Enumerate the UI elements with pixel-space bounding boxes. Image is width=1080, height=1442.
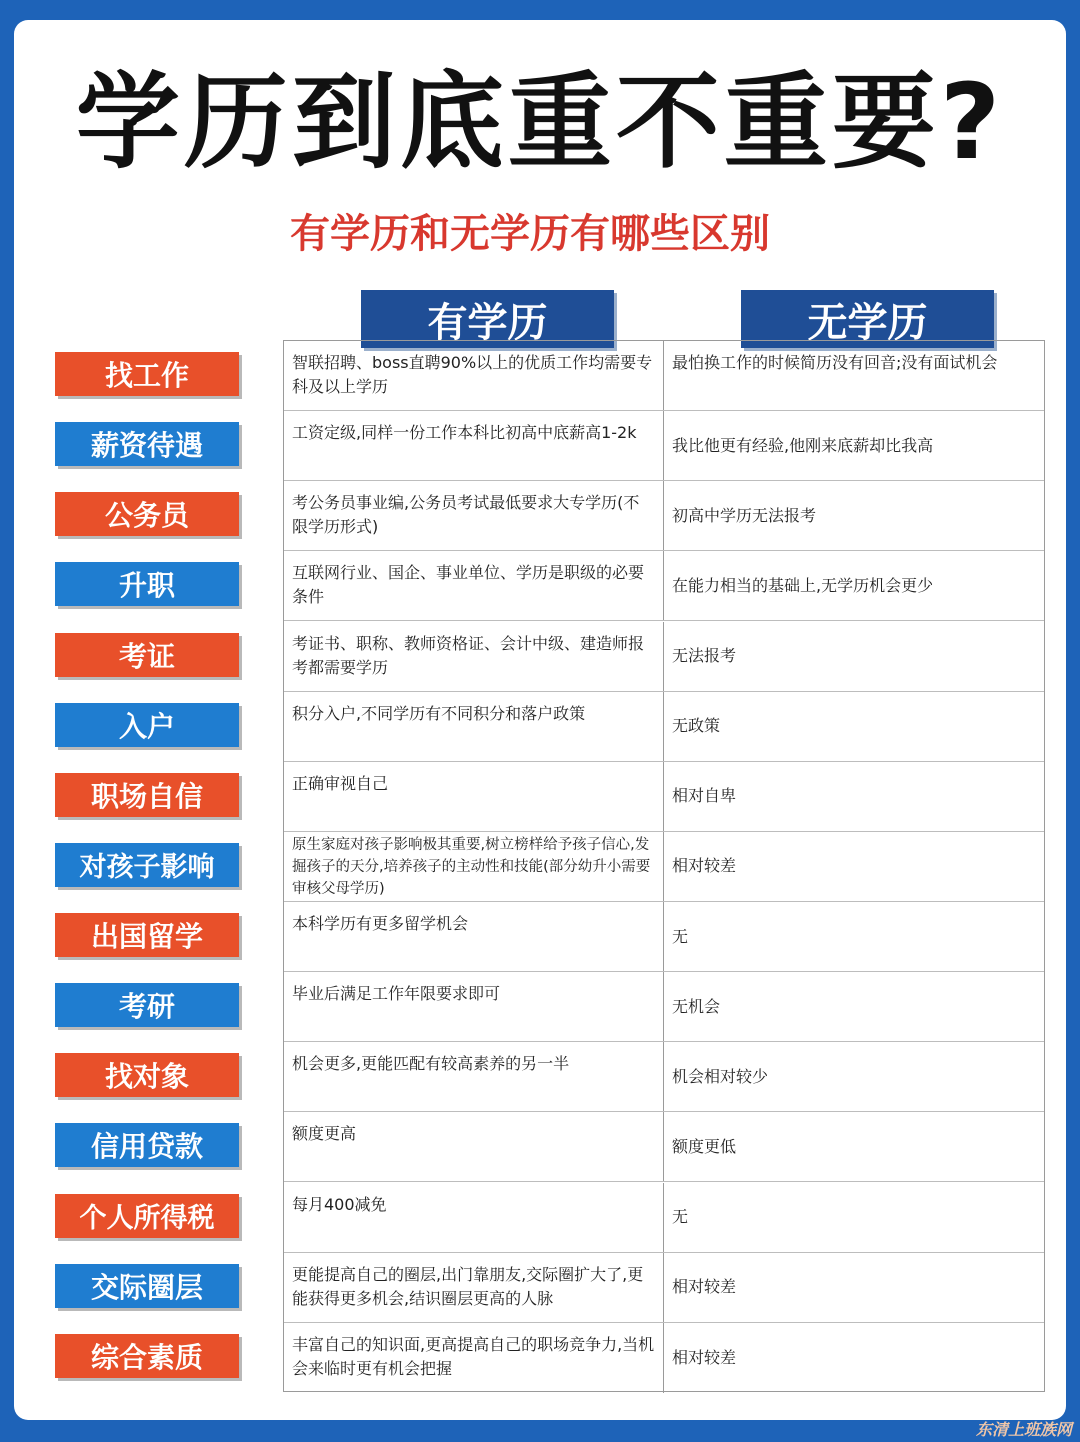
table-row — [284, 902, 1044, 972]
cell-without-degree: 额度更低 — [672, 1136, 737, 1156]
cell-with-degree: 考公务员事业编,公务员考试最低要求大专学历(不限学历形式) — [284, 481, 664, 550]
comparison-table — [283, 340, 1045, 1392]
cell-without-degree: 最怕换工作的时候简历没有回音;没有面试机会 — [672, 353, 998, 372]
table-row — [284, 1042, 1044, 1112]
cell-with-degree: 本科学历有更多留学机会 — [284, 902, 664, 971]
table-row — [284, 1183, 1044, 1253]
cell-without-degree: 无机会 — [672, 996, 721, 1016]
cell-without-degree: 机会相对较少 — [672, 1066, 769, 1086]
column-header-without-degree: 无学历 — [741, 290, 994, 348]
cell-with-degree: 丰富自己的知识面,更高提高自己的职场竞争力,当机会来临时更有机会把握 — [284, 1323, 664, 1393]
cell-without-degree: 在能力相当的基础上,无学历机会更少 — [672, 575, 934, 595]
table-row — [284, 1112, 1044, 1182]
row-label: 升职 — [55, 562, 239, 606]
cell-with-degree: 额度更高 — [284, 1112, 664, 1181]
cell-with-degree: 互联网行业、国企、事业单位、学历是职级的必要条件 — [284, 551, 664, 620]
cell-without-degree: 我比他更有经验,他刚来底薪却比我高 — [672, 435, 934, 455]
cell-with-degree: 考证书、职称、教师资格证、会计中级、建造师报考都需要学历 — [284, 622, 664, 691]
row-label: 对孩子影响 — [55, 843, 239, 887]
table-row — [284, 411, 1044, 481]
row-label: 薪资待遇 — [55, 422, 239, 466]
cell-with-degree: 每月400减免 — [284, 1183, 664, 1252]
cell-with-degree: 正确审视自己 — [284, 762, 664, 831]
cell-with-degree: 工资定级,同样一份工作本科比初高中底薪高1-2k — [284, 411, 664, 480]
page-subtitle: 有学历和无学历有哪些区别 — [290, 211, 770, 257]
cell-with-degree: 智联招聘、boss直聘90%以上的优质工作均需要专科及以上学历 — [284, 341, 664, 410]
cell-with-degree: 积分入户,不同学历有不同积分和落户政策 — [284, 692, 664, 761]
table-row — [284, 692, 1044, 762]
cell-without-degree: 相对自卑 — [672, 786, 737, 806]
row-label: 公务员 — [55, 492, 239, 536]
cell-without-degree: 初高中学历无法报考 — [672, 505, 817, 525]
row-label: 找工作 — [55, 352, 239, 396]
watermark: 东清上班族网 — [975, 1420, 1072, 1439]
table-row — [284, 622, 1044, 692]
cell-without-degree: 相对较差 — [672, 1277, 737, 1297]
table-row — [284, 762, 1044, 832]
row-label: 考研 — [55, 983, 239, 1027]
table-row — [284, 481, 1044, 551]
table-row — [284, 832, 1044, 902]
column-header-with-degree: 有学历 — [361, 290, 614, 348]
row-label: 考证 — [55, 633, 239, 677]
cell-without-degree: 相对较差 — [672, 856, 737, 876]
table-row — [284, 1253, 1044, 1323]
row-label: 交际圈层 — [55, 1264, 239, 1308]
table-row — [284, 1323, 1044, 1393]
table-row — [284, 972, 1044, 1042]
table-row — [284, 341, 1044, 411]
row-label: 职场自信 — [55, 773, 239, 817]
cell-with-degree: 机会更多,更能匹配有较高素养的另一半 — [284, 1042, 664, 1111]
cell-without-degree: 无法报考 — [672, 646, 737, 666]
cell-without-degree: 无 — [672, 1207, 689, 1227]
table-row — [284, 551, 1044, 621]
row-label: 找对象 — [55, 1053, 239, 1097]
cell-with-degree: 原生家庭对孩子影响极其重要,树立榜样给予孩子信心,发掘孩子的天分,培养孩子的主动性和技能(部分幼升小需要审核父母学历) — [284, 832, 664, 901]
cell-without-degree: 无 — [672, 926, 689, 946]
cell-with-degree: 毕业后满足工作年限要求即可 — [284, 972, 664, 1041]
row-label: 综合素质 — [55, 1334, 239, 1378]
row-label: 入户 — [55, 703, 239, 747]
row-label: 出国留学 — [55, 913, 239, 957]
cell-without-degree: 相对较差 — [672, 1347, 737, 1367]
row-label: 信用贷款 — [55, 1123, 239, 1167]
cell-with-degree: 更能提高自己的圈层,出门靠朋友,交际圈扩大了,更能获得更多机会,结识圈层更高的人脉 — [284, 1253, 664, 1322]
row-label: 个人所得税 — [55, 1194, 239, 1238]
cell-without-degree: 无政策 — [672, 716, 721, 736]
page-title: 学历到底重不重要? — [75, 61, 1005, 183]
